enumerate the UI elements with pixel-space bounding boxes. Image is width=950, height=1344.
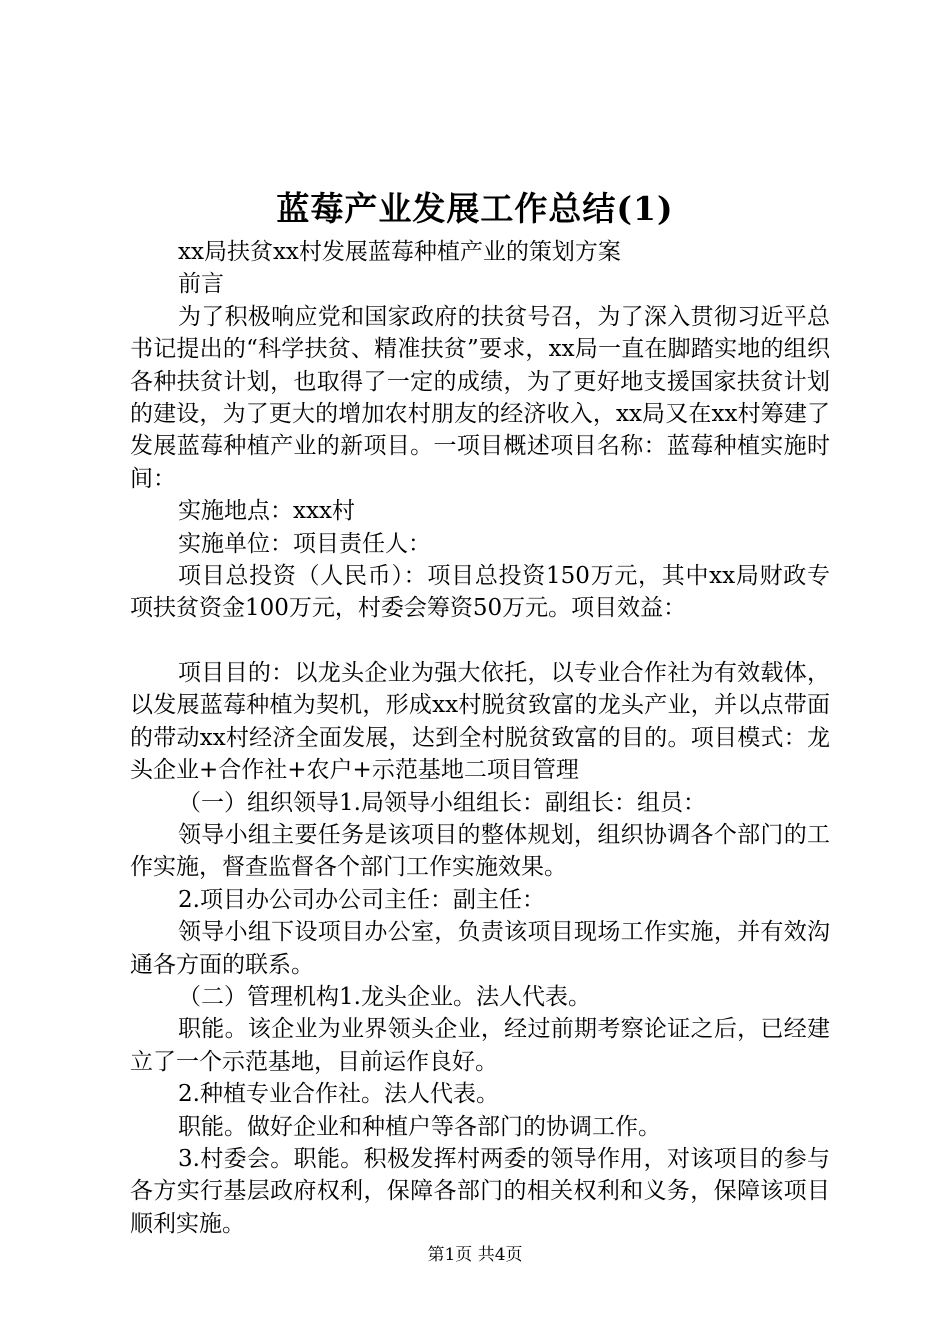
paragraph-leadership: （一）组织领导1.局领导小组组长：副组长：组员： [178, 789, 706, 816]
paragraph-cooperative: 2.种植专业合作社。法人代表。 [178, 1081, 499, 1108]
paragraph-village-committee: 3.村委会。职能。积极发挥村两委的领导作用，对该项目的参与各方实行基层政府权利，保障各部门的相关权利和义务，保障该项目顺利实施。 [130, 1145, 830, 1237]
paragraph-purpose: 项目目的：以龙头企业为强大依托，以专业合作社为有效载体，以发展蓝莓种植为契机，形成xx村脱贫致富的龙头产业，并以点带面的带动xx村经济全面发展，达到全村脱贫致富的目的。项目模式：龙头企业+合作社+农户+示范基地二项目管理 [130, 659, 830, 784]
paragraph-project-office: 2.项目办公司办公司主任：副主任： [178, 886, 545, 913]
paragraph-office-duties: 领导小组下设项目办公室，负责该项目现场工作实施，并有效沟通各方面的联系。 [130, 919, 830, 978]
blank-line [130, 625, 830, 657]
paragraph-management: （二）管理机构1.龙头企业。法人代表。 [178, 983, 591, 1010]
page-footer: 第1页 共4页 [427, 1245, 523, 1265]
paragraph-location: 实施地点：xxx村 [178, 498, 355, 525]
paragraph-investment: 项目总投资（人民币）：项目总投资150万元，其中xx局财政专项扶贫资金100万元，村委会筹资50万元。项目效益： [130, 563, 830, 622]
paragraph-enterprise-duties: 职能。该企业为业界领头企业，经过前期考察论证之后，已经建立了一个示范基地，目前运作良好。 [130, 1016, 830, 1075]
paragraph-intro: 为了积极响应党和国家政府的扶贫号召，为了深入贯彻习近平总书记提出的“科学扶贫、精准扶贫”要求，xx局一直在脚踏实地的组织各种扶贫计划，也取得了一定的成绩，为了更好地支援国家扶贫计划的建设，为了更大的增加农村朋友的经济收入，xx局又在xx村筹建了发展蓝莓种植产业的新项目。一项目概述项目名称：蓝莓种植实施时间： [130, 303, 830, 492]
subtitle-line: xx局扶贫xx村发展蓝莓种植产业的策划方案 [178, 239, 621, 265]
document-title: 蓝莓产业发展工作总结(1) [276, 189, 674, 228]
document-body [130, 236, 830, 1240]
paragraph-cooperative-duties: 职能。做好企业和种植户等各部门的协调工作。 [178, 1113, 661, 1140]
paragraph-leadership-tasks: 领导小组主要任务是该项目的整体规划，组织协调各个部门的工作实施，督查监督各个部门工作实施效果。 [130, 821, 830, 881]
preface-heading: 前言 [178, 271, 224, 298]
paragraph-unit: 实施单位：项目责任人： [178, 530, 431, 557]
